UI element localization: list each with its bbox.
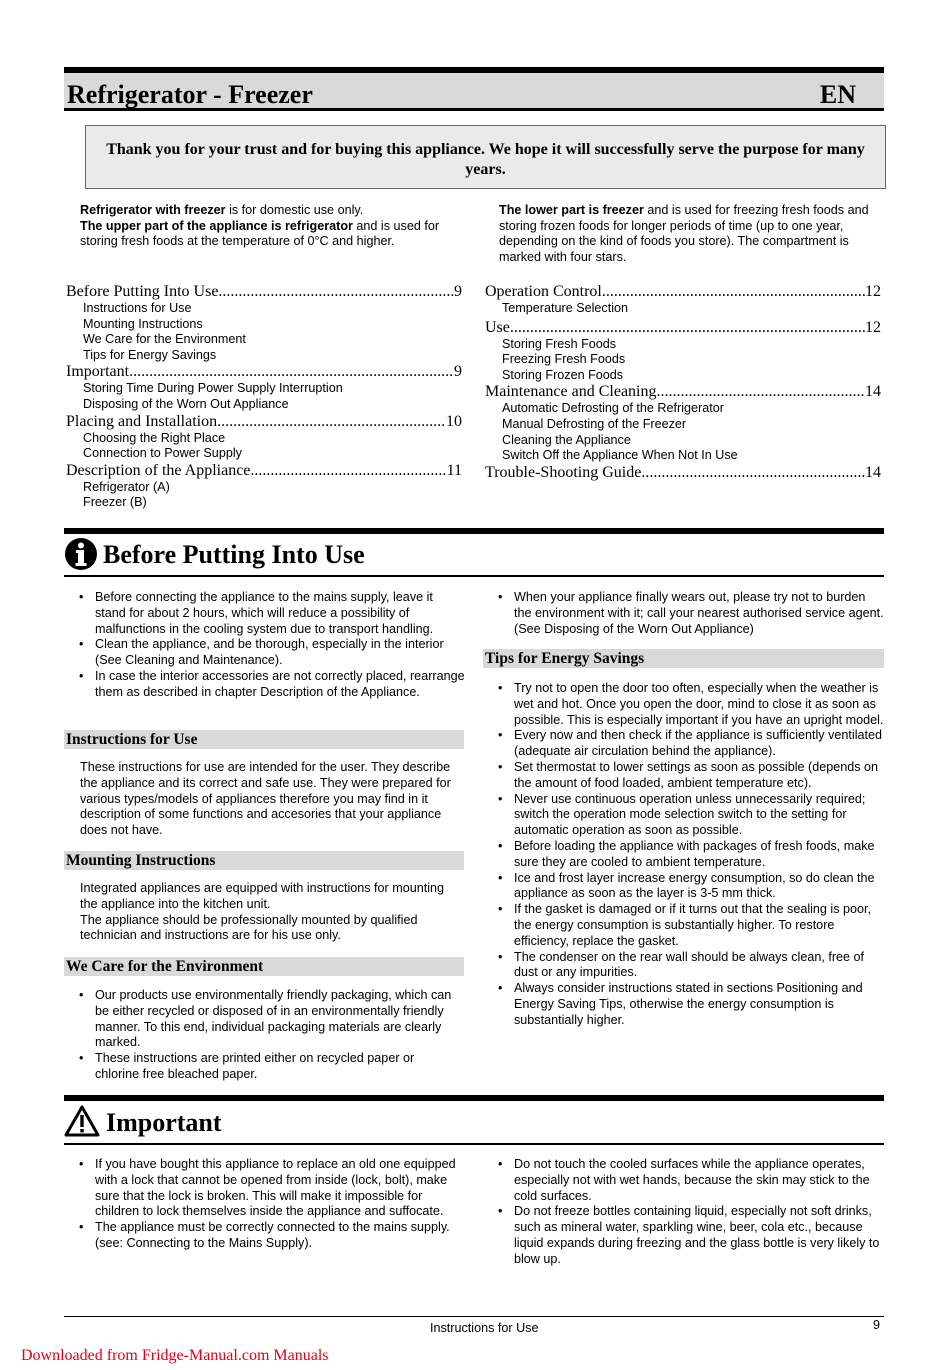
toc-subitem[interactable]: Storing Fresh Foods (502, 336, 617, 351)
toc-subitem[interactable]: Freezer (B) (83, 495, 147, 510)
toc-right (485, 283, 881, 482)
list-item: • In case the interior accessories are not correctly placed, rearrange them as described in chapter Description of the Appliance. (95, 669, 465, 701)
toc-subitem[interactable]: Refrigerator (A) (83, 479, 170, 494)
toc-entry[interactable]: Description of the Appliance ..... 11 (66, 462, 462, 480)
toc-subitem[interactable]: Disposing of the Worn Out Appliance (83, 396, 289, 411)
list-item: • Before loading the appliance with packages of fresh foods, make sure they are cooled to ambient temperature. (514, 839, 884, 871)
subsection-heading: Mounting Instructions (64, 851, 464, 870)
list-item: • If the gasket is damaged or if it turns out that the sealing is poor, the energy consumption is substantially higher. To restore efficiency, replace the gasket. (514, 902, 884, 949)
section-title: Important (106, 1108, 222, 1137)
toc-subitem[interactable]: Tips for Energy Savings (83, 347, 217, 362)
intro-right (499, 203, 884, 266)
subsection-heading: We Care for the Environment (64, 957, 464, 976)
list-item: • The appliance must be correctly connected to the mains supply. (see: Connecting to the Mains Supply). (95, 1220, 465, 1252)
page-title: Refrigerator - Freezer (67, 80, 313, 109)
list-item: • Do not touch the cooled surfaces while the appliance operates, especially not with wet hands, because the skin may stick to the cold surfaces. (514, 1157, 884, 1204)
list-item: • The condenser on the rear wall should be always clean, free of dust or any impurities. (514, 950, 884, 982)
list-item: • Clean the appliance, and be thorough, especially in the interior (See Cleaning and Maintenance). (95, 637, 465, 669)
toc-subitem[interactable]: Storing Frozen Foods (502, 367, 624, 382)
subsection-heading: Instructions for Use (64, 730, 464, 749)
list-item: • Never use continuous operation unless unnecessarily required; switch the operation mode selection switch to the setting for automatic operation as soon as possible. (514, 792, 884, 839)
toc-entry[interactable]: Use ..... 12 (485, 319, 881, 337)
list-item: • If you have bought this appliance to replace an old one equipped with a lock that cannot be opened from inside (lock, bolt), make sure that the lock is broken. This will make it impossible for children to lock themselves inside the appliance and suffocate. (95, 1157, 465, 1220)
list-item: • Try not to open the door too often, especially when the weather is wet and hot. Once you open the door, mind to close it as soon as possible. This is especially important if you have an upright model. (514, 681, 884, 728)
footer-text: Instructions for Use (430, 1321, 539, 1335)
section-underline (64, 575, 884, 577)
important-right-bullets (483, 1157, 884, 1268)
list-item: • Do not freeze bottles containing liquid, especially not soft drinks, such as mineral water, sparkling wine, beer, cola etc., because liquid expands during freezing and the glass bottle is very likely to blow up. (514, 1204, 884, 1267)
energy-tips-bullets (483, 681, 884, 1029)
info-icon (64, 537, 98, 571)
intro-left-bold-1: Refrigerator with freezer (80, 203, 226, 217)
toc-subitem[interactable]: Connection to Power Supply (83, 446, 242, 461)
footer-rule (64, 1316, 884, 1317)
mounting-text-1: Integrated appliances are equipped with instructions for mounting the appliance into the kitchen unit. (80, 881, 445, 911)
list-item: • When your appliance finally wears out, please try not to burden the environment with it; call your nearest authorised service agent. (See Disposing of the Worn Out Appliance) (514, 590, 884, 637)
toc-left (66, 283, 462, 511)
section-title: Before Putting Into Use (103, 540, 365, 569)
instructions-paragraph: These instructions for use are intended for the user. They describe the appliance and its correct and safe use. They were prepared for various types/models of appliances therefore you may find in it description of some functions and accesories that your appliance does not have. (80, 760, 451, 838)
toc-entry[interactable]: Placing and Installation ..... 10 (66, 413, 462, 431)
before-right-bullets (483, 590, 884, 637)
toc-entry[interactable]: Before Putting Into Use ..... 9 (66, 283, 462, 301)
mounting-paragraph (80, 881, 464, 944)
toc-subitem[interactable]: We Care for the Environment (83, 332, 246, 347)
section-rule (64, 1095, 884, 1101)
toc-subitem[interactable]: Freezing Fresh Foods (502, 352, 626, 367)
mounting-text-2: The appliance should be professionally mounted by qualified technician and instructions are for his use only. (80, 912, 418, 943)
toc-entry[interactable]: Trouble-Shooting Guide ..... 14 (485, 464, 881, 482)
download-link[interactable]: Downloaded from Fridge-Manual.com Manuals (21, 1347, 329, 1364)
list-item: • Every now and then check if the appliance is sufficiently ventilated (adequate air circulation behind the appliance). (514, 728, 884, 760)
intro-right-bold-1: The lower part is freezer (499, 203, 644, 217)
list-item: • Ice and frost layer increase energy consumption, so do clean the appliance as soon as the layer is 3-5 mm thick. (514, 871, 884, 903)
intro-left-bold-2: The upper part of the appliance is refrigerator (80, 218, 353, 233)
language-code: EN (819, 80, 856, 109)
header-bar (64, 67, 884, 111)
toc-subitem[interactable]: Choosing the Right Place (83, 430, 226, 445)
page-number: 9 (873, 1318, 881, 1332)
intro-left-text-1: is for domestic use only. (225, 203, 364, 217)
intro-left (80, 203, 460, 250)
toc-entry[interactable]: Important ..... 9 (66, 363, 462, 381)
list-item: • Set thermostat to lower settings as soon as possible (depends on the amount of food loaded, ambient temperature etc). (514, 760, 884, 792)
thank-you-box: Thank you for your trust and for buying this appliance. We hope it will successfully serve the purpose for many years. (85, 125, 886, 189)
list-item: • Our products use environmentally friendly packaging, which can be either recycled or disposed of in an environmentally friendly manner. To this end, individual packaging materials are clearly marked. (95, 988, 460, 1051)
before-bullets (64, 590, 465, 701)
toc-subitem[interactable]: Storing Time During Power Supply Interruption (83, 381, 343, 396)
toc-subitem[interactable]: Cleaning the Appliance (502, 432, 631, 447)
list-item: • These instructions are printed either on recycled paper or chlorine free bleached paper. (95, 1051, 460, 1083)
toc-subitem[interactable]: Automatic Defrosting of the Refrigerator (502, 401, 724, 416)
list-item: • Always consider instructions stated in sections Positioning and Energy Saving Tips, otherwise the energy consumption is substantially higher. (514, 981, 884, 1028)
intro-left-text-2: and is used for storing fresh foods at the temperature of 0°C and higher. (80, 218, 440, 249)
toc-subitem[interactable]: Switch Off the Appliance When Not In Use (502, 448, 738, 463)
intro-right-text-1: and is used for freezing fresh foods and storing frozen foods for longer periods of time (up to one year, depending on the kind of foods you store). The compartment is marked with four stars. (499, 203, 869, 265)
list-item: • Before connecting the appliance to the mains supply, leave it stand for about 2 hours, which will reduce a possibility of malfunctions in the cooling system due to transport handling. (95, 590, 465, 637)
subsection-heading: Tips for Energy Savings (483, 649, 884, 668)
toc-subitem[interactable]: Manual Defrosting of the Freezer (502, 416, 687, 431)
toc-entry[interactable]: Maintenance and Cleaning ..... 14 (485, 383, 881, 401)
important-left-bullets (64, 1157, 465, 1252)
toc-subitem[interactable]: Temperature Selection (502, 301, 629, 315)
environment-bullets (64, 988, 460, 1083)
toc-entry[interactable]: Operation Control ..... 12 (485, 283, 881, 301)
section-underline (64, 1143, 884, 1145)
warning-icon (64, 1105, 100, 1137)
toc-subitem[interactable]: Instructions for Use (83, 301, 192, 315)
section-rule (64, 528, 884, 534)
toc-subitem[interactable]: Mounting Instructions (83, 316, 203, 331)
